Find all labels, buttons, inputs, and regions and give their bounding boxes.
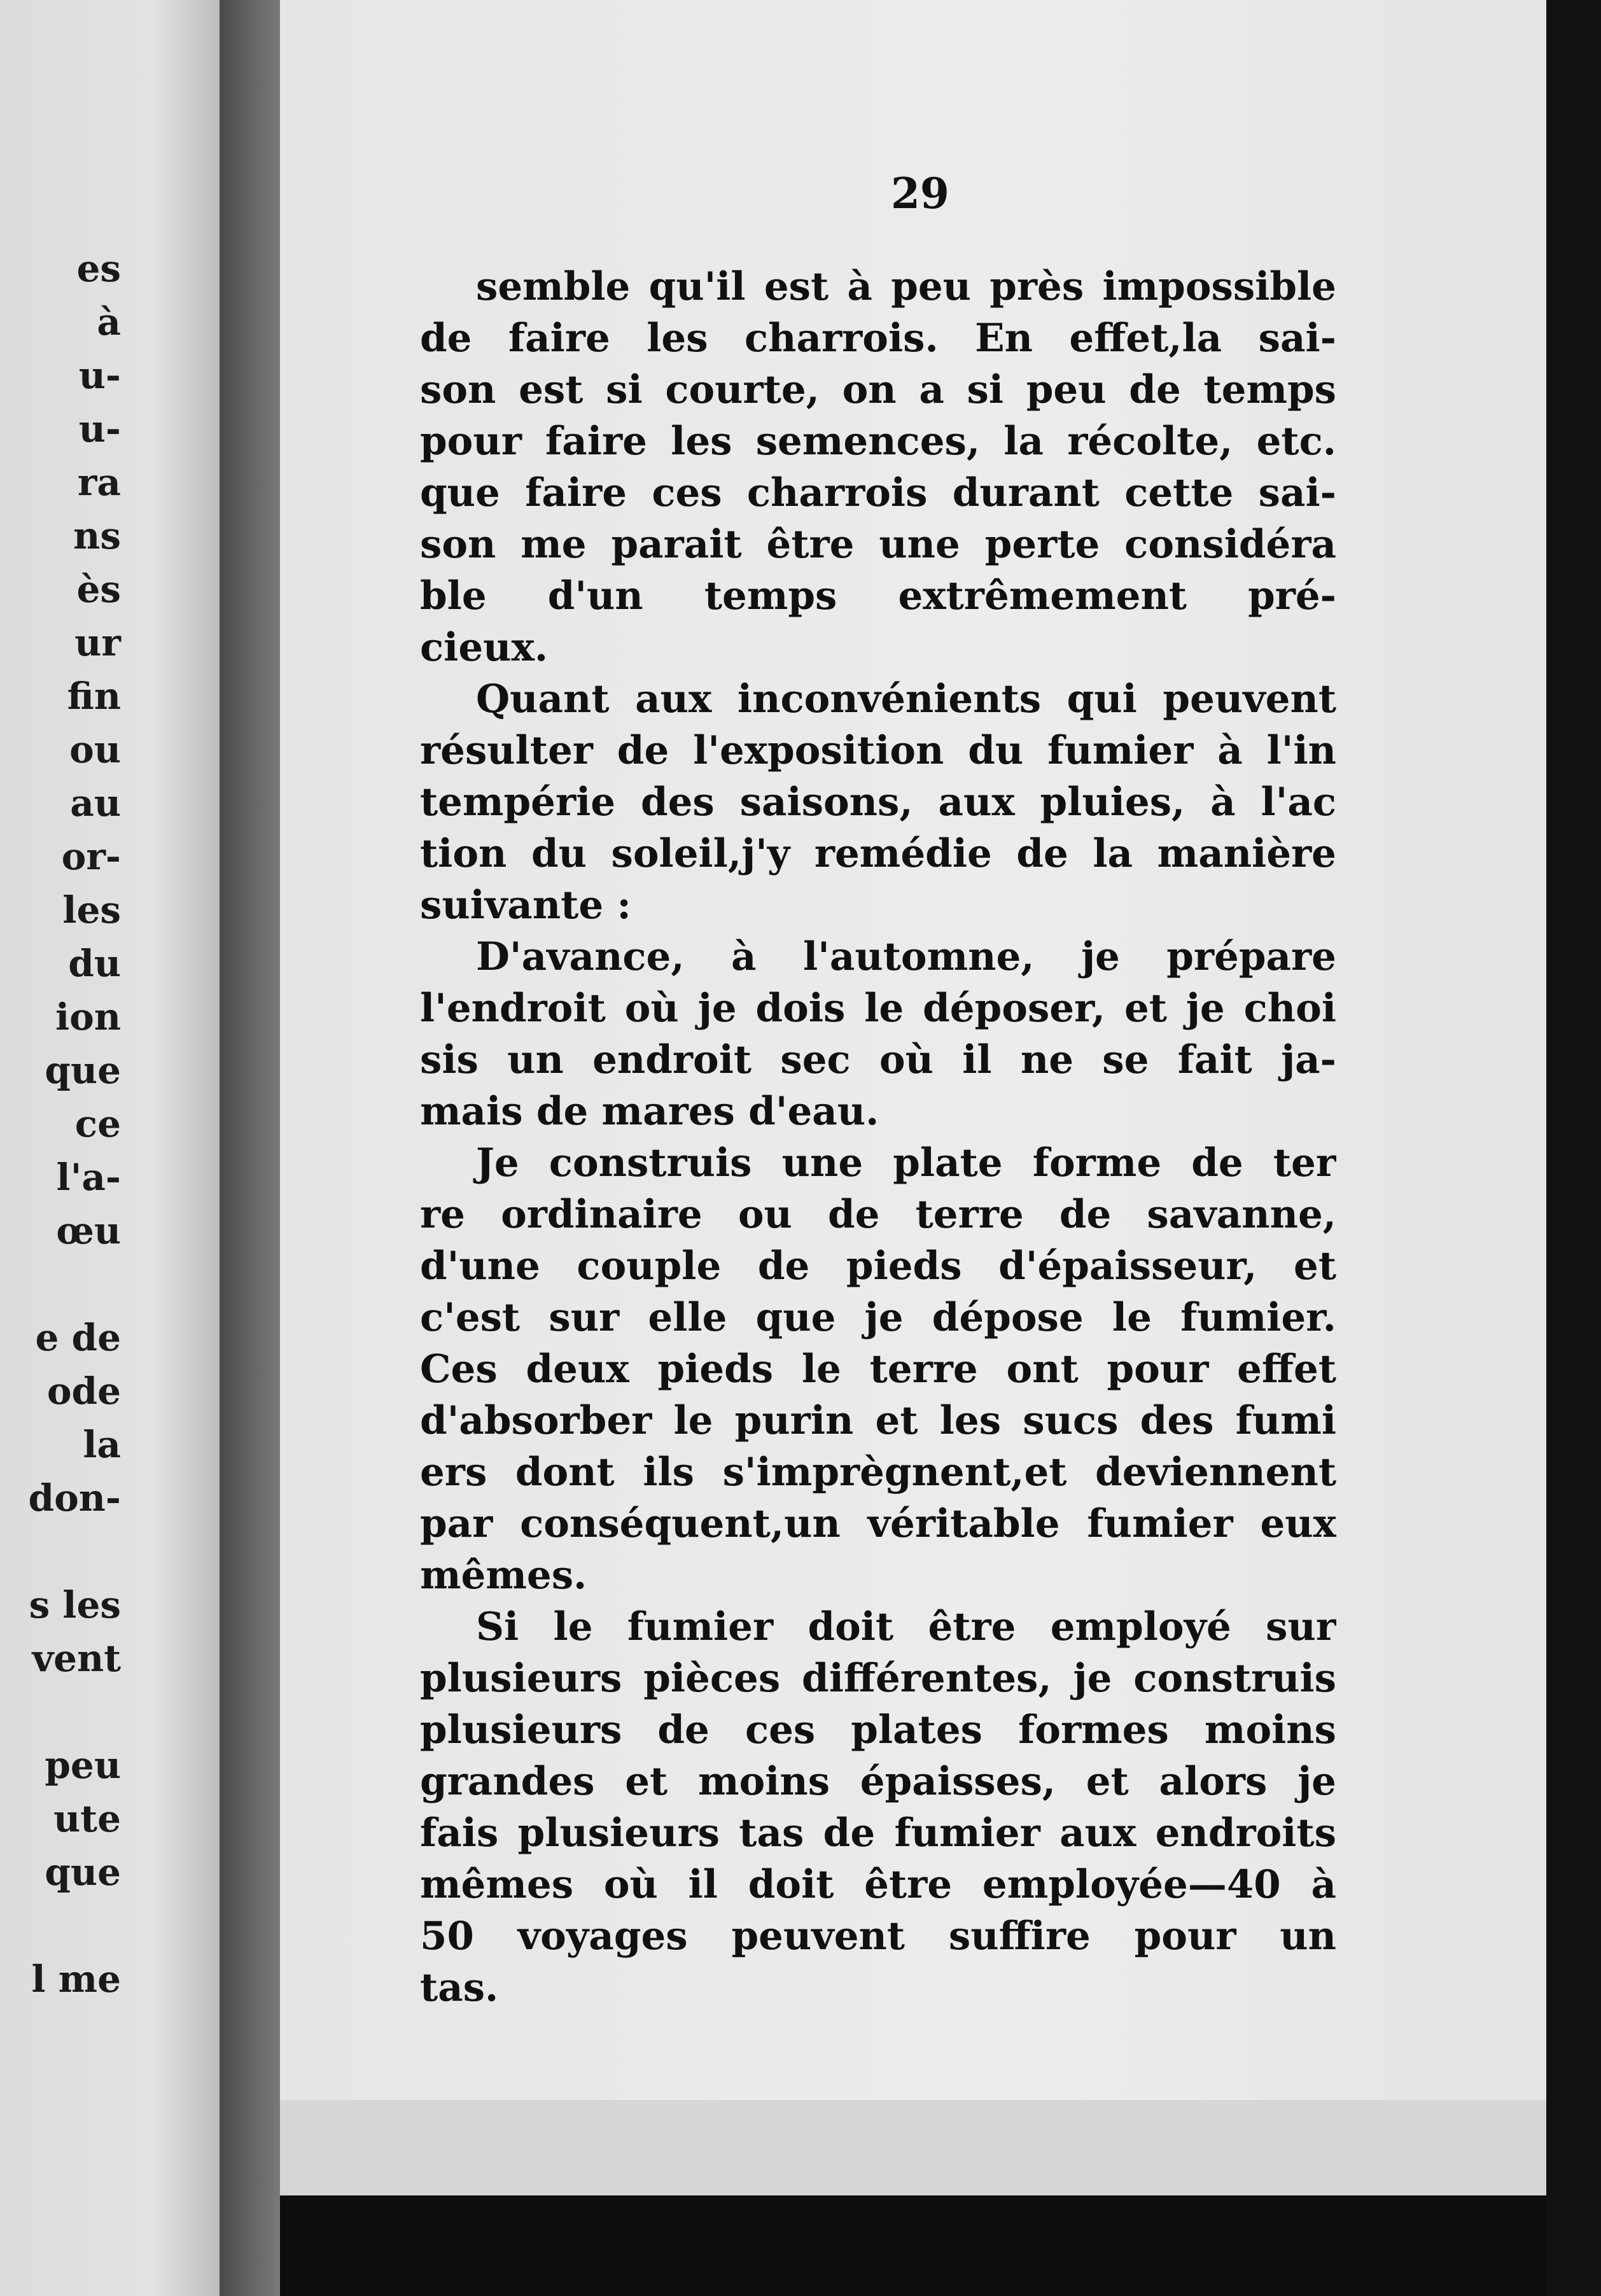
text-line: semble qu'il est à peu près impossible bbox=[476, 264, 1336, 309]
left-page bbox=[0, 0, 220, 2296]
left-page-fragment: u- bbox=[78, 354, 121, 397]
text-line: mais de mares d'eau. bbox=[420, 1089, 879, 1134]
left-page-fragment: s les bbox=[29, 1583, 121, 1627]
text-line: c'est sur elle que je dépose le fumier. bbox=[420, 1295, 1336, 1340]
text-line: grandes et moins épaisses, et alors je bbox=[420, 1759, 1336, 1804]
left-page-fragment: œu bbox=[56, 1209, 121, 1252]
left-page-fragment: ce bbox=[74, 1102, 121, 1145]
left-page-fragment: la bbox=[83, 1423, 121, 1466]
left-page-text-fragments bbox=[0, 242, 121, 2006]
text-line: d'absorber le purin et les sucs des fumi bbox=[420, 1398, 1336, 1443]
left-page-fragment: fin bbox=[67, 675, 121, 718]
text-line: Ces deux pieds le terre ont pour effet bbox=[420, 1347, 1336, 1392]
text-line: mêmes. bbox=[420, 1553, 587, 1598]
paragraph bbox=[420, 261, 1336, 673]
text-line: résulter de l'exposition du fumier à l'in bbox=[420, 728, 1336, 773]
left-page-fragment: u- bbox=[78, 407, 121, 451]
text-line: Je construis une plate forme de ter bbox=[476, 1140, 1336, 1186]
text-line: plusieurs de ces plates formes moins bbox=[420, 1707, 1336, 1753]
paragraph bbox=[420, 931, 1336, 1137]
left-page-fragment: ès bbox=[76, 568, 121, 611]
left-page-fragment: ute bbox=[53, 1797, 121, 1840]
text-line: ers dont ils s'imprègnent,et deviennent bbox=[420, 1450, 1336, 1495]
left-page-fragment: l me bbox=[31, 1957, 121, 2001]
left-page-fragment: ou bbox=[69, 728, 121, 771]
text-line: de faire les charrois. En effet,la sai- bbox=[420, 316, 1336, 361]
text-line: fais plusieurs tas de fumier aux endroits bbox=[420, 1810, 1336, 1856]
text-line: l'endroit où je dois le déposer, et je choi bbox=[420, 986, 1336, 1031]
text-line: ble d'un temps extrêmement pré- bbox=[420, 573, 1336, 619]
left-page-fragment: du bbox=[68, 942, 121, 985]
text-line: par conséquent,un véritable fumier eux bbox=[420, 1501, 1336, 1546]
paragraph bbox=[420, 673, 1336, 931]
page-number: 29 bbox=[891, 169, 949, 218]
text-line: plusieurs pièces différentes, je construis bbox=[420, 1656, 1336, 1701]
left-page-fragment: ur bbox=[74, 621, 121, 664]
binding-gutter bbox=[220, 0, 280, 2296]
left-page-fragment: que bbox=[45, 1851, 121, 1894]
text-line: que faire ces charrois durant cette sai- bbox=[420, 470, 1336, 515]
text-line: mêmes où il doit être employée—40 à bbox=[420, 1862, 1336, 1907]
text-line: Si le fumier doit être employé sur bbox=[476, 1604, 1336, 1649]
text-line: 50 voyages peuvent suffire pour un bbox=[420, 1914, 1336, 1959]
text-line: tempérie des saisons, aux pluies, à l'ac bbox=[420, 780, 1336, 825]
left-page-fragment: vent bbox=[32, 1637, 121, 1680]
left-page-fragment: ns bbox=[73, 514, 121, 557]
left-page-fragment: les bbox=[62, 888, 121, 932]
left-page-fragment: ion bbox=[55, 995, 121, 1039]
text-line: son me parait être une perte considéra bbox=[420, 522, 1336, 567]
paragraph bbox=[420, 1137, 1336, 1601]
body-text bbox=[420, 261, 1336, 2013]
left-page-fragment: or- bbox=[61, 835, 121, 878]
left-page-fragment: e de bbox=[35, 1316, 121, 1359]
left-page-fragment: au bbox=[70, 781, 121, 825]
text-line: pour faire les semences, la récolte, etc. bbox=[420, 419, 1336, 464]
left-page-fragment: que bbox=[45, 1049, 121, 1092]
left-page-fragment: ra bbox=[77, 461, 121, 504]
text-line: tas. bbox=[420, 1965, 499, 2010]
paragraph bbox=[420, 1601, 1336, 2013]
left-page-fragment: l'a- bbox=[56, 1156, 121, 1199]
text-line: Quant aux inconvénients qui peuvent bbox=[476, 676, 1336, 722]
left-page-fragment: ode bbox=[46, 1369, 121, 1413]
left-page-fragment bbox=[0, 1899, 121, 1952]
left-page-fragment: es bbox=[76, 247, 121, 290]
page-bottom-edge bbox=[280, 2100, 1546, 2195]
text-line: D'avance, à l'automne, je prépare bbox=[476, 934, 1336, 979]
scan-border bbox=[1546, 0, 1601, 2296]
text-line: son est si courte, on a si peu de temps bbox=[420, 367, 1336, 412]
left-page-fragment: don- bbox=[28, 1476, 121, 1520]
left-page-fragment bbox=[0, 1685, 121, 1739]
left-page-fragment bbox=[0, 1525, 121, 1578]
text-line: d'une couple de pieds d'épaisseur, et bbox=[420, 1243, 1336, 1289]
left-page-fragment: peu bbox=[45, 1744, 121, 1787]
left-page-fragment: à bbox=[97, 300, 121, 344]
text-line: suivante : bbox=[420, 883, 631, 928]
left-page-fragment bbox=[0, 1257, 121, 1311]
text-line: tion du soleil,j'y remédie de la manière bbox=[420, 831, 1336, 876]
text-line: cieux. bbox=[420, 625, 549, 670]
text-line: sis un endroit sec où il ne se fait ja- bbox=[420, 1037, 1336, 1082]
text-line: re ordinaire ou de terre de savanne, bbox=[420, 1192, 1336, 1237]
